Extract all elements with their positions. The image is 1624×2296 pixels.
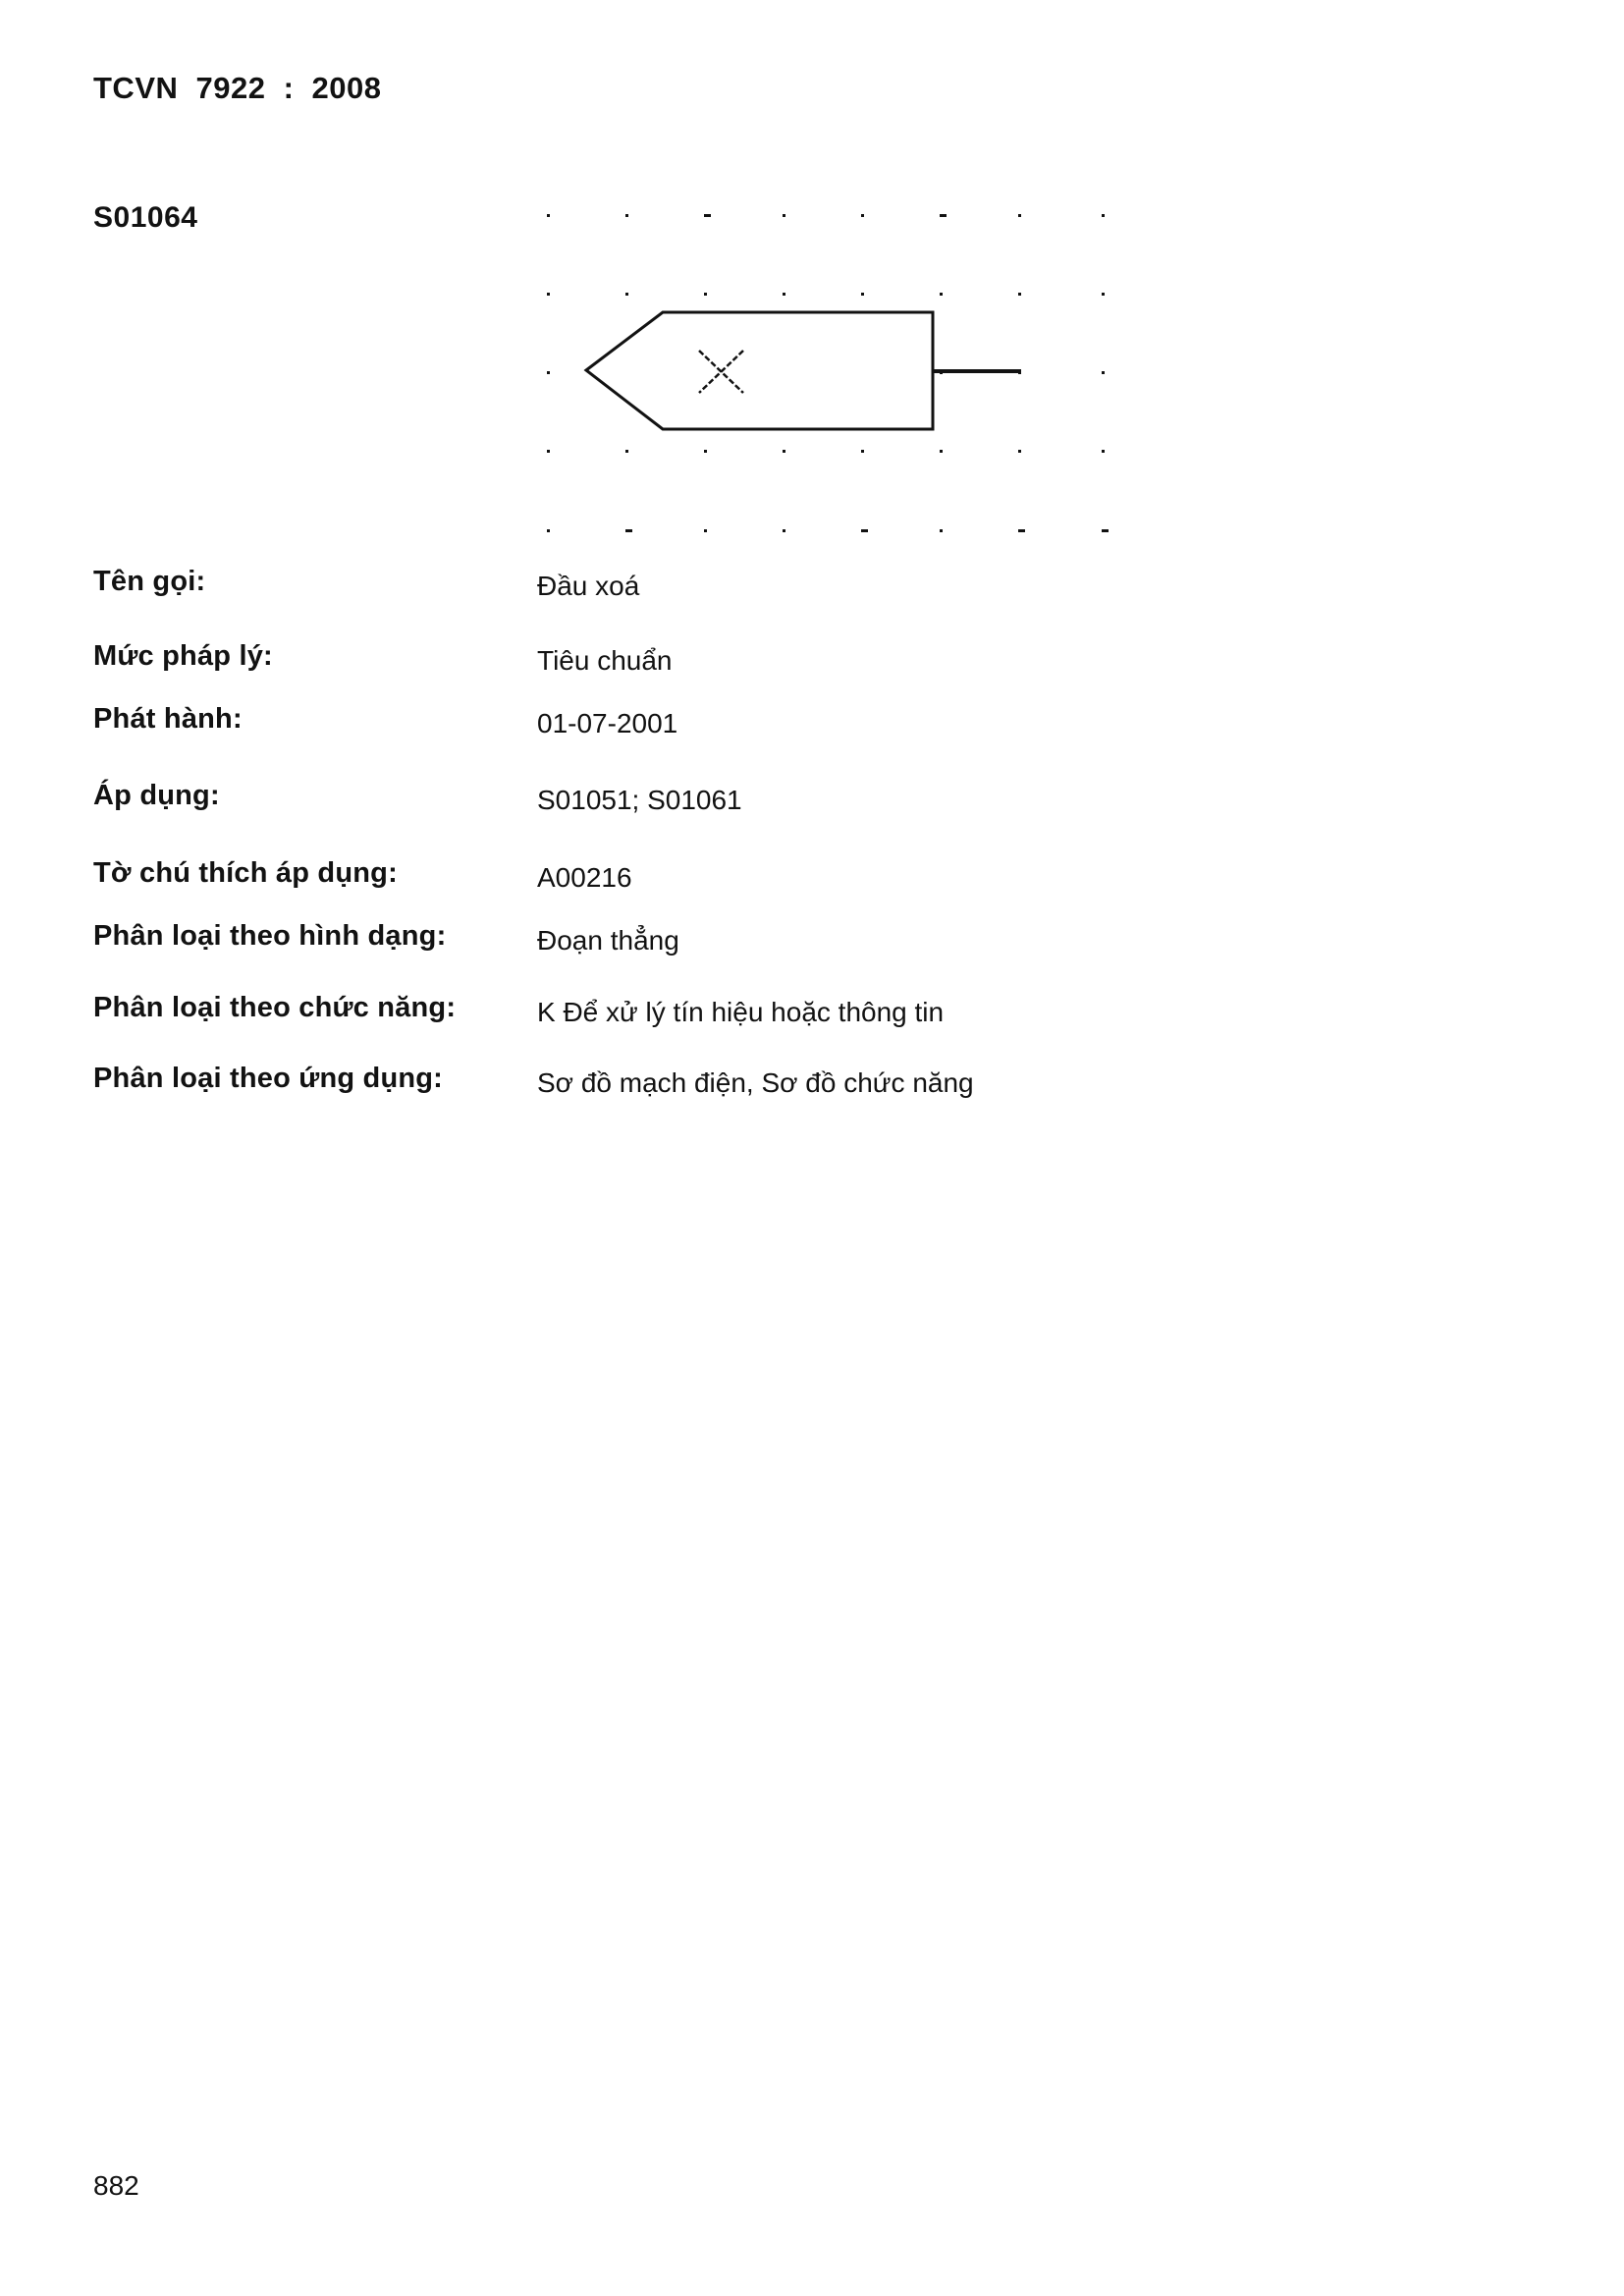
field-row-to-chu-thich (0, 857, 1624, 897)
grid-dot (625, 450, 628, 453)
grid-dot (861, 293, 864, 296)
field-value: S01051; S01061 (537, 785, 742, 815)
field-label: Áp dụng: (93, 780, 220, 811)
field-label: Phân loại theo chức năng: (93, 992, 457, 1023)
field-value: A00216 (537, 862, 632, 893)
grid-dot (940, 450, 943, 453)
grid-dot (1102, 214, 1105, 217)
grid-dot (861, 529, 868, 532)
page-number: 882 (93, 2170, 139, 2201)
symbol-id: S01064 (93, 201, 198, 234)
grid-dot (783, 214, 785, 217)
field-value: Đoạn thẳng (537, 925, 679, 956)
page-title: TCVN 7922 : 2008 (93, 71, 382, 105)
field-label: Mức pháp lý: (93, 640, 273, 672)
field-label: Tên gọi: (93, 566, 206, 597)
grid-dot (704, 529, 707, 532)
grid-dot (547, 293, 550, 296)
grid-dot (861, 450, 864, 453)
field-label: Phát hành: (93, 703, 243, 735)
grid-dot (547, 450, 550, 453)
erase-head-outline (586, 312, 933, 429)
grid-dot (704, 450, 707, 453)
field-row-ap-dung (0, 780, 1624, 819)
grid-dot (1018, 450, 1021, 453)
field-row-phan-loai-hinh-dang (0, 920, 1624, 959)
field-value: Sơ đồ mạch điện, Sơ đồ chức năng (537, 1067, 974, 1098)
grid-dot (625, 529, 632, 532)
grid-dot (704, 214, 711, 217)
symbol-diagram (520, 182, 1149, 565)
grid-dot (861, 214, 864, 217)
field-value: K Để xử lý tín hiệu hoặc thông tin (537, 997, 945, 1027)
grid-dot (547, 371, 550, 374)
grid-dot (783, 450, 785, 453)
grid-dot (625, 214, 628, 217)
grid-dot (940, 529, 943, 532)
field-row-muc-phap-ly (0, 640, 1624, 680)
field-row-ten-goi (0, 566, 1624, 605)
field-row-phan-loai-chuc-nang (0, 992, 1624, 1031)
field-value: Tiêu chuẩn (537, 645, 673, 676)
grid-dot (1102, 450, 1105, 453)
field-label: Phân loại theo hình dạng: (93, 920, 447, 952)
field-label: Tờ chú thích áp dụng: (93, 857, 398, 889)
grid-dot (547, 214, 550, 217)
field-label: Phân loại theo ứng dụng: (93, 1063, 444, 1094)
grid-dot (625, 293, 628, 296)
field-row-phat-hanh (0, 703, 1624, 742)
grid-dot (940, 214, 947, 217)
grid-dot (1102, 293, 1105, 296)
field-value: 01-07-2001 (537, 708, 678, 738)
grid-dot (1018, 293, 1021, 296)
field-row-phan-loai-ung-dung (0, 1063, 1624, 1102)
grid-dot (1018, 214, 1021, 217)
grid-dot (1102, 371, 1105, 374)
grid-dot (1102, 529, 1109, 532)
grid-dot (547, 529, 550, 532)
grid-dot (704, 293, 707, 296)
grid-dot (783, 529, 785, 532)
field-value: Đầu xoá (537, 571, 640, 601)
grid-dot (1018, 529, 1025, 532)
grid-dot (940, 293, 943, 296)
grid-dot (783, 293, 785, 296)
